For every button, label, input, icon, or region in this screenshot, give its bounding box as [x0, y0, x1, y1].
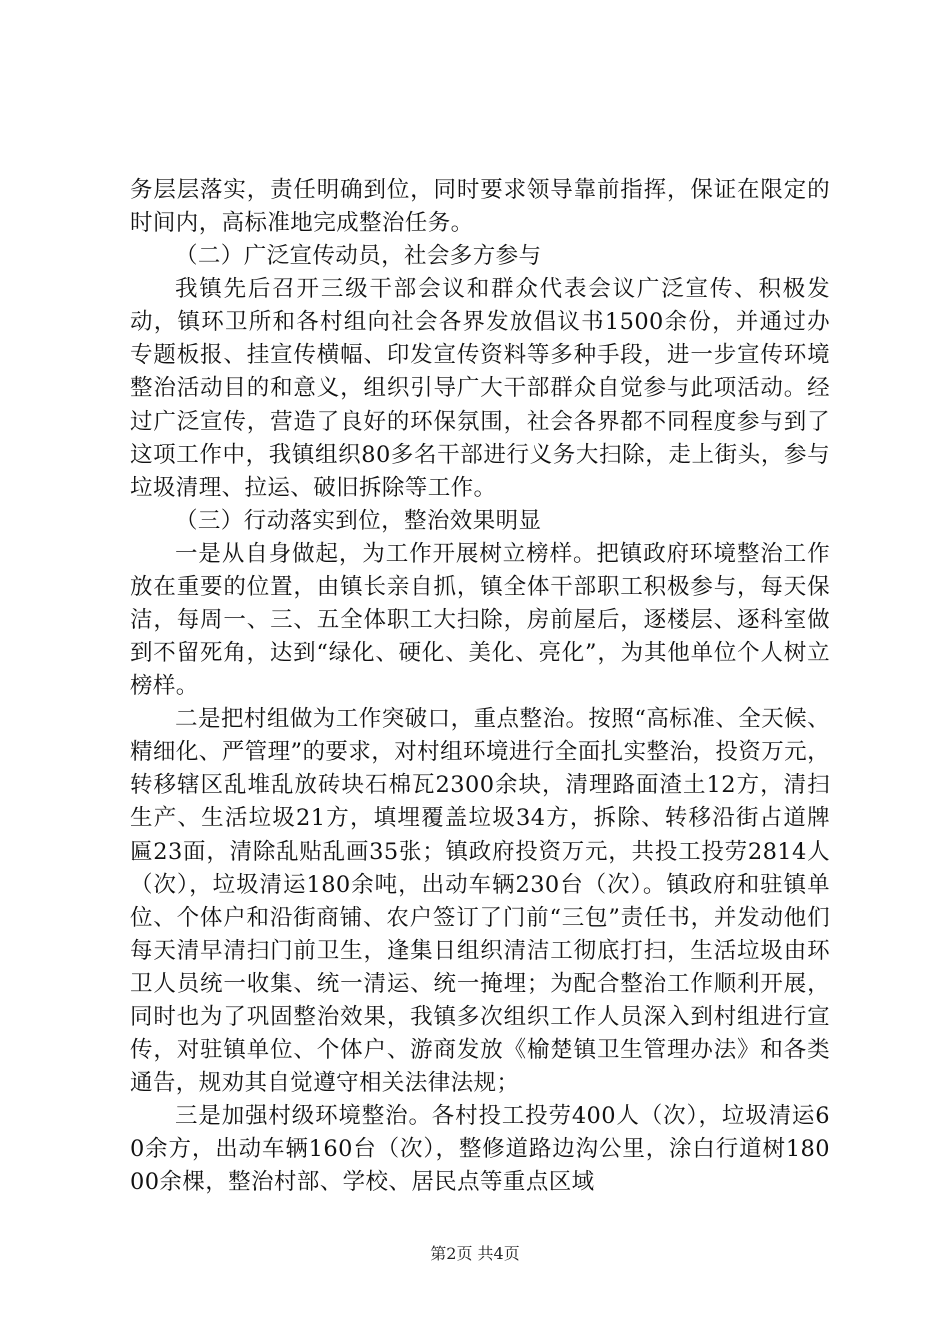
paragraph-publicity: 我镇先后召开三级干部会议和群众代表会议广泛宣传、积极发动，镇环卫所和各村组向社会各界发放倡议书1500余份，并通过办专题板报、挂宣传横幅、印发宣传资料等多种手段，进一步宣传环境整治活动目的和意义，组织引导广大干部群众自觉参与此项活动。经过广泛宣传，营造了良好的环保氛围，社会各界都不同程度参与到了这项工作中，我镇组织80多名干部进行义务大扫除，走上街头，参与垃圾清理、拉运、破旧拆除等工作。 [130, 276, 830, 501]
paragraph-point-two: 二是把村组做为工作突破口，重点整治。按照“高标准、全天候、精细化、严管理”的要求，对村组环境进行全面扎实整治，投资万元，转移辖区乱堆乱放砖块石棉瓦2300余块，清理路面渣土12方，清扫生产、生活垃圾21方，填埋覆盖垃圾34方，拆除、转移沿街占道牌匾23面，清除乱贴乱画35张；镇政府投资万元，共投工投劳2814人（次），垃圾清运180余吨，出动车辆230台（次）。镇政府和驻镇单位、个体户和沿街商铺、农户签订了门前“三包”责任书，并发动他们每天清早清扫门前卫生，逢集日组织清洁工彻底打扫，生活垃圾由环卫人员统一收集、统一清运、统一掩埋；为配合整治工作顺利开展，同时也为了巩固整治效果，我镇多次组织工作人员深入到村组进行宣传，对驻镇单位、个体户、游商发放《榆楚镇卫生管理办法》和各类通告，规劝其自觉遵守相关法律法规； [130, 706, 830, 1097]
section-heading-3: （三）行动落实到位，整治效果明显 [175, 507, 542, 534]
paragraph-point-one: 一是从自身做起，为工作开展树立榜样。把镇政府环境整治工作放在重要的位置，由镇长亲自抓，镇全体干部职工积极参与，每天保洁，每周一、三、五全体职工大扫除，房前屋后，逐楼层、逐科室做到不留死角，达到“绿化、硬化、美化、亮化”，为其他单位个人树立榜样。 [130, 540, 830, 700]
page-number-footer: 第2页 共4页 [430, 1244, 520, 1263]
section-heading-2: （二）广泛宣传动员，社会多方参与 [175, 243, 542, 270]
paragraph-point-three: 三是加强村级环境整治。各村投工投劳400人（次），垃圾清运60余方，出动车辆160台（次），整修道路边沟公里，涂白行道树18000余棵，整治村部、学校、居民点等重点区域 [130, 1103, 830, 1196]
paragraph-continuation: 务层层落实，责任明确到位，同时要求领导靠前指挥，保证在限定的时间内，高标准地完成整治任务。 [130, 177, 830, 237]
document-body [130, 174, 830, 1199]
